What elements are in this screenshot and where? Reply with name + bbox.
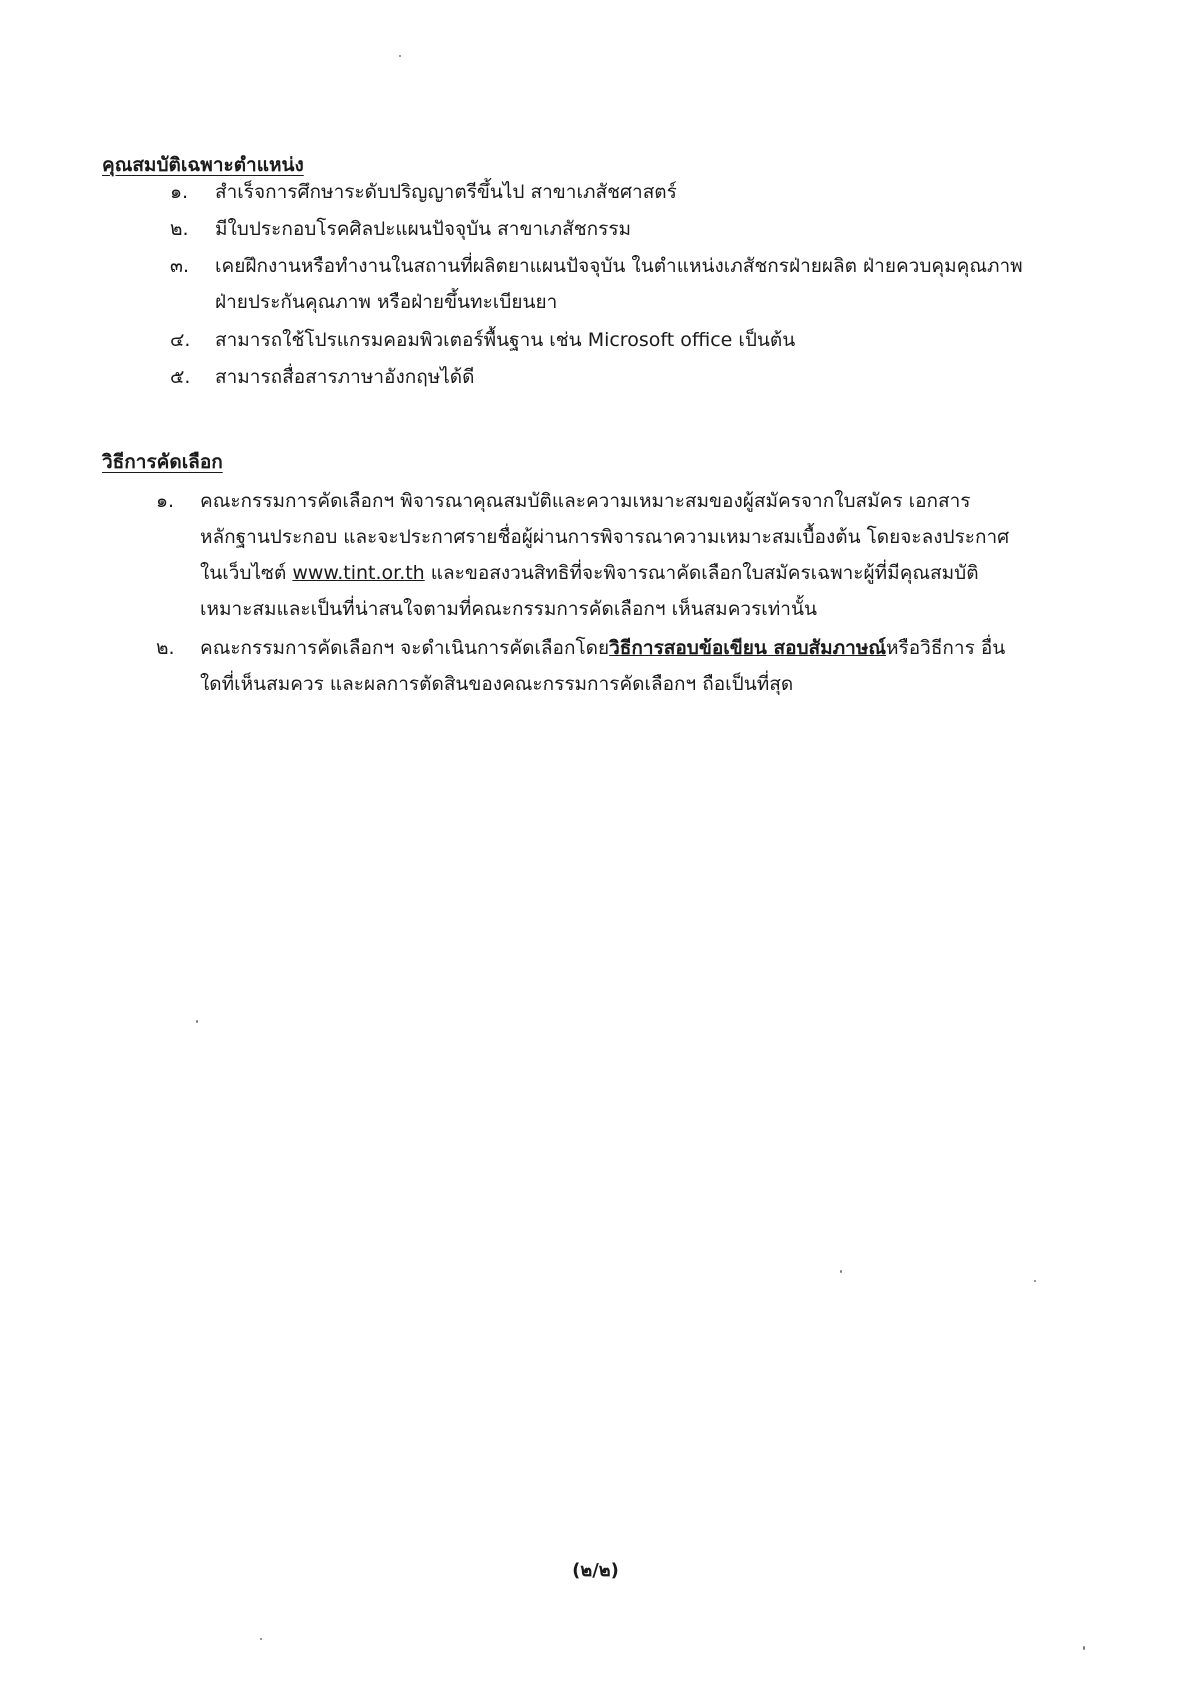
item-text: สามารถสื่อสารภาษาอังกฤษได้ดี xyxy=(215,366,475,388)
item-text-line xyxy=(200,637,1005,659)
item-text-segment: ในเว็บไซต์ xyxy=(200,562,293,584)
item-text: สามารถใช้โปรแกรมคอมพิวเตอร์พื้นฐาน เช่น Microsoft office เป็นต้น xyxy=(215,329,796,351)
qualifications-heading: คุณสมบัติเฉพาะตำแหน่ง xyxy=(102,154,304,176)
item-text-line: ใดที่เห็นสมควร และผลการตัดสินของคณะกรรมการคัดเลือกฯ ถือเป็นที่สุด xyxy=(200,673,794,695)
item-number: ๑. xyxy=(156,490,175,512)
item-text: สำเร็จการศึกษาระดับปริญญาตรีขึ้นไป สาขาเภสัชศาสตร์ xyxy=(215,181,677,203)
item-text-segment: และขอสงวนสิทธิที่จะพิจารณาคัดเลือกใบสมัครเฉพาะผู้ที่มีคุณสมบัติ xyxy=(424,562,979,584)
page-number: (๒/๒) xyxy=(572,1560,619,1581)
item-number: ๓. xyxy=(170,255,190,277)
item-text-line: คณะกรรมการคัดเลือกฯ พิจารณาคุณสมบัติและความเหมาะสมของผู้สมัครจากใบสมัคร เอกสาร xyxy=(200,490,971,512)
item-text-line xyxy=(200,562,979,584)
item-text xyxy=(200,483,1070,627)
item-text-segment: หรือวิธีการ อื่น xyxy=(886,637,1006,659)
item-number: ๑. xyxy=(170,181,189,203)
item-number: ๕. xyxy=(170,366,191,388)
item-text-line: หลักฐานประกอบ และจะประกาศรายชื่อผู้ผ่านการพิจารณาความเหมาะสมเบื้องต้น โดยจะลงประกาศ xyxy=(200,526,1010,548)
scan-speck xyxy=(840,1270,842,1273)
emphasized-method: วิธีการสอบข้อเขียน สอบสัมภาษณ์ xyxy=(609,637,887,659)
item-text-line: เคยฝึกงานหรือทำงานในสถานที่ผลิตยาแผนปัจจุบัน ในตำแหน่งเภสัชกรฝ่ายผลิต ฝ่ายควบคุมคุณภาพ xyxy=(215,255,1023,277)
scan-speck xyxy=(260,1638,262,1640)
item-number: ๒. xyxy=(156,637,175,659)
scan-speck xyxy=(196,1020,198,1023)
item-number: ๒. xyxy=(170,218,189,240)
item-text-segment: คณะกรรมการคัดเลือกฯ จะดำเนินการคัดเลือกโดย xyxy=(200,637,610,659)
website-link[interactable]: www.tint.or.th xyxy=(292,562,425,584)
scan-speck xyxy=(1034,1280,1036,1282)
item-text xyxy=(215,248,1070,320)
item-number: ๔. xyxy=(170,329,191,351)
item-text: มีใบประกอบโรคศิลปะแผนปัจจุบัน สาขาเภสัชกรรม xyxy=(215,218,632,240)
item-text xyxy=(200,630,1070,702)
selection-heading: วิธีการคัดเลือก xyxy=(102,451,223,473)
scan-speck xyxy=(399,55,401,57)
item-text-line: เหมาะสมและเป็นที่น่าสนใจตามที่คณะกรรมการคัดเลือกฯ เห็นสมควรเท่านั้น xyxy=(200,598,817,620)
item-text-line: ฝ่ายประกันคุณภาพ หรือฝ่ายขึ้นทะเบียนยา xyxy=(215,291,558,313)
scan-speck xyxy=(1083,1646,1085,1650)
